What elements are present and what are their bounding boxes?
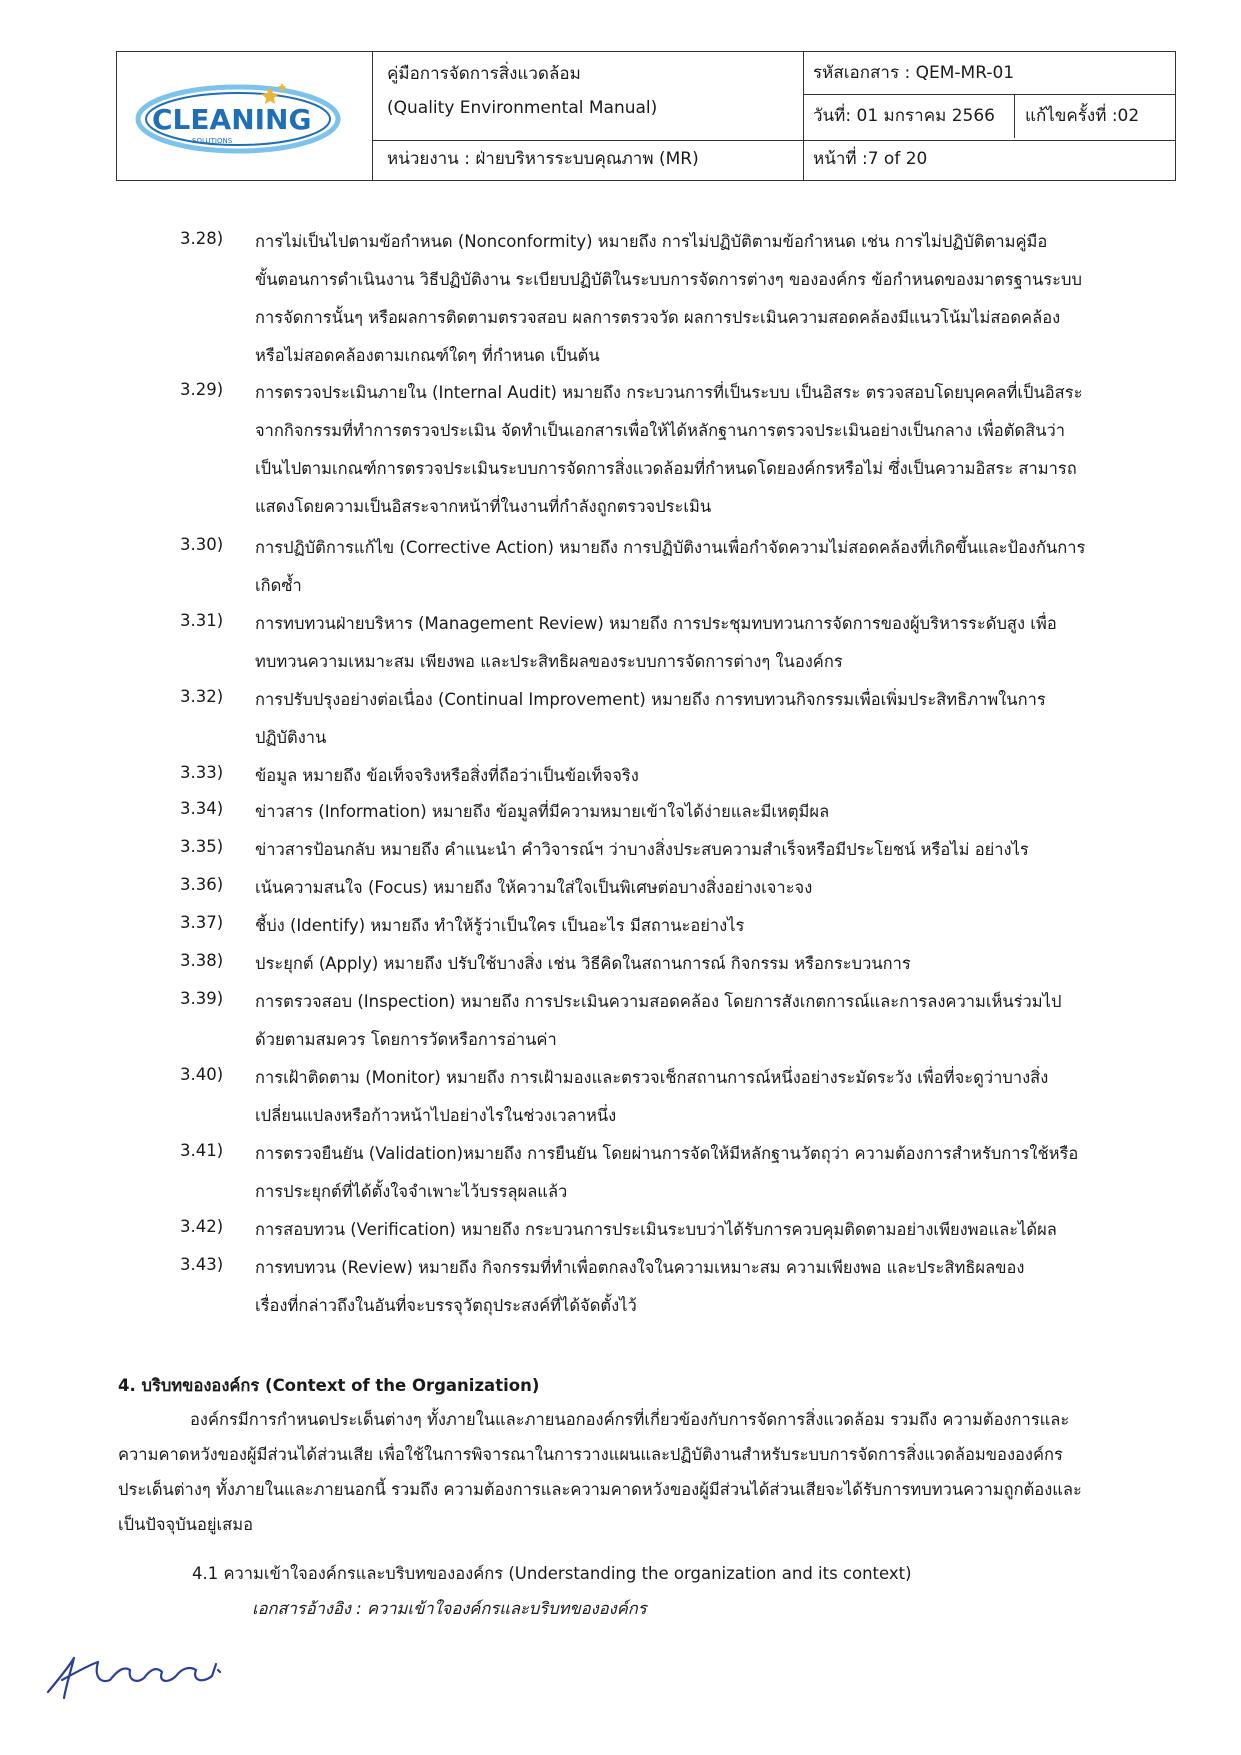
definition-text-line: การจัดการนั้นๆ หรือผลการติดตามตรวจสอบ ผลการตรวจวัด ผลการประเมินความสอดคล้องมีแนวโน้มไม่สอดคล้อง (255, 308, 1061, 327)
definition-text-line: หรือไม่สอดคล้องตามเกณฑ์ใดๆ ที่กำหนด เป็นต้น (255, 346, 600, 365)
section-4-paragraph-line-2: ความคาดหวังของผู้มีส่วนได้ส่วนเสีย เพื่อใช้ในการพิจารณาในการวางแผนและปฏิบัติงานสำหรับระบบการจัดการสิ่งแวดล้อมขององค์กร (118, 1445, 1063, 1464)
definition-text-line: ข้อมูล หมายถึง ข้อเท็จจริงหรือสิ่งที่ถือว่าเป็นข้อเท็จจริง (255, 766, 639, 785)
reference-document: เอกสารอ้างอิง : ความเข้าใจองค์กรและบริบทขององค์กร (252, 1599, 647, 1618)
document-code: รหัสเอกสาร : QEM-MR-01 (813, 63, 1015, 83)
definition-text-line: ขั้นตอนการดำเนินงาน วิธีปฏิบัติงาน ระเบียบปฏิบัติในระบบการจัดการต่างๆ ขององค์กร ข้อกำหนดของมาตรฐานระบบ (255, 270, 1082, 289)
definition-text-line: การทบทวนฝ่ายบริหาร (Management Review) หมายถึง การประชุมทบทวนการจัดการของผู้บริหารระดับสูง เพื่อ (255, 614, 1057, 633)
definition-text-line: ชี้บ่ง (Identify) หมายถึง ทำให้รู้ว่าเป็นใคร เป็นอะไร มีสถานะอย่างไร (255, 916, 745, 935)
definition-number: 3.43) (180, 1255, 224, 1274)
manual-title-english: (Quality Environmental Manual) (387, 98, 658, 118)
definition-number: 3.41) (180, 1141, 224, 1160)
definition-text-line: การสอบทวน (Verification) หมายถึง กระบวนการประเมินระบบว่าได้รับการควบคุมติดตามอย่างเพียงพอและได้ผล (255, 1220, 1057, 1239)
definition-number: 3.40) (180, 1065, 224, 1084)
section-4-paragraph-line-1: องค์กรมีการกำหนดประเด็นต่างๆ ทั้งภายในและภายนอกองค์กรที่เกี่ยวข้องกับการจัดการสิ่งแวดล้อม รวมถึง ความต้องการและ (190, 1410, 1070, 1429)
department-label: หน่วยงาน : ฝ่ายบริหารระบบคุณภาพ (MR) (387, 149, 699, 169)
definition-text-line: เน้นความสนใจ (Focus) หมายถึง ให้ความใส่ใจเป็นพิเศษต่อบางสิ่งอย่างเจาะจง (255, 878, 813, 897)
definition-number: 3.34) (180, 799, 224, 818)
handwritten-signature (40, 1640, 240, 1710)
section-4-paragraph-line-3: ประเด็นต่างๆ ทั้งภายในและภายนอกนี้ รวมถึง ความต้องการและความคาดหวังของผู้มีส่วนได้ส่วนเสียจะได้รับการทบทวนความถูกต้องและ (118, 1480, 1082, 1499)
definition-text-line: เกิดซ้ำ (255, 576, 302, 595)
logo-wordmark: CLEANING (152, 103, 312, 136)
definition-text-line: เรื่องที่กล่าวถึงในอันที่จะบรรจุวัตถุประสงค์ที่ได้จัดตั้งไว้ (255, 1296, 637, 1315)
definition-text-line: การไม่เป็นไปตามข้อกำหนด (Nonconformity) หมายถึง การไม่ปฏิบัติตามข้อกำหนด เช่น การไม่ปฏิบัติตามคู่มือ (255, 232, 1048, 251)
subsection-4-1-heading: 4.1 ความเข้าใจองค์กรและบริบทขององค์กร (Understanding the organization and its context) (192, 1564, 912, 1583)
definition-number: 3.39) (180, 989, 224, 1008)
definition-number: 3.28) (180, 229, 224, 248)
definition-number: 3.38) (180, 951, 224, 970)
logo-subtext: SOLUTIONS (192, 137, 233, 145)
definition-number: 3.33) (180, 763, 224, 782)
definition-text-line: เปลี่ยนแปลงหรือก้าวหน้าไปอย่างไรในช่วงเวลาหนึ่ง (255, 1106, 617, 1125)
definition-text-line: การตรวจยืนยัน (Validation)หมายถึง การยืนยัน โดยผ่านการจัดให้มีหลักฐานวัตถุว่า ความต้องการสำหรับการใช้หรือ (255, 1144, 1079, 1163)
definition-text-line: การปรับปรุงอย่างต่อเนื่อง (Continual Improvement) หมายถึง การทบทวนกิจกรรมเพื่อเพิ่มประสิทธิภาพในการ (255, 690, 1046, 709)
definition-text-line: ประยุกต์ (Apply) หมายถึง ปรับใช้บางสิ่ง เช่น วิธีคิดในสถานการณ์ กิจกรรม หรือกระบวนการ (255, 954, 911, 973)
definition-text-line: การปฏิบัติการแก้ไข (Corrective Action) หมายถึง การปฏิบัติงานเพื่อกำจัดความไม่สอดคล้องที่เกิดขึ้นและป้องกันการ (255, 538, 1086, 557)
section-4-heading: 4. บริบทขององค์กร (Context of the Organization) (118, 1376, 540, 1395)
definition-text-line: การทบทวน (Review) หมายถึง กิจกรรมที่ทำเพื่อตกลงใจในความเหมาะสม ความเพียงพอ และประสิทธิผลของ (255, 1258, 1025, 1277)
definition-text-line: เป็นไปตามเกณฑ์การตรวจประเมินระบบการจัดการสิ่งแวดล้อมที่กำหนดโดยองค์กรหรือไม่ ซึ่งเป็นความอิสระ สามารถ (255, 459, 1077, 478)
definition-text-line: ทบทวนความเหมาะสม เพียงพอ และประสิทธิผลของระบบการจัดการต่างๆ ในองค์กร (255, 652, 843, 671)
definition-number: 3.42) (180, 1217, 224, 1236)
section-4-paragraph-line-4: เป็นปัจจุบันอยู่เสมอ (118, 1515, 254, 1534)
definition-number: 3.32) (180, 687, 224, 706)
definition-text-line: การเฝ้าติดตาม (Monitor) หมายถึง การเฝ้ามองและตรวจเช็กสถานการณ์หนึ่งอย่างระมัดระวัง เพื่อที่จะดูว่าบางสิ่ง (255, 1068, 1049, 1087)
definition-text-line: ด้วยตามสมควร โดยการวัดหรือการอ่านค่า (255, 1030, 557, 1049)
definition-text-line: การตรวจสอบ (Inspection) หมายถึง การประเมินความสอดคล้อง โดยการสังเกตการณ์และการลงความเห็นร่วมไป (255, 992, 1062, 1011)
definition-number: 3.29) (180, 380, 224, 399)
manual-title-thai: คู่มือการจัดการสิ่งแวดล้อม (387, 64, 581, 84)
definition-number: 3.31) (180, 611, 224, 630)
definition-text-line: การประยุกต์ที่ได้ตั้งใจจำเพาะไว้บรรลุผลแล้ว (255, 1182, 568, 1201)
definition-text-line: แสดงโดยความเป็นอิสระจากหน้าที่ในงานที่กำลังถูกตรวจประเมิน (255, 497, 712, 516)
definition-text-line: การตรวจประเมินภายใน (Internal Audit) หมายถึง กระบวนการที่เป็นระบบ เป็นอิสระ ตรวจสอบโดยบุคคลที่เป็นอิสระ (255, 383, 1083, 402)
definition-number: 3.35) (180, 837, 224, 856)
definition-text-line: ข่าวสารป้อนกลับ หมายถึง คำแนะนำ คำวิจารณ์ฯ ว่าบางสิ่งประสบความสำเร็จหรือมีประโยชน์ หรือไม่ อย่างไร (255, 840, 1029, 859)
definition-number: 3.30) (180, 535, 224, 554)
definition-number: 3.36) (180, 875, 224, 894)
revision-number: แก้ไขครั้งที่ :02 (1025, 106, 1140, 126)
definition-text-line: ปฏิบัติงาน (255, 728, 327, 747)
definition-number: 3.37) (180, 913, 224, 932)
document-date: วันที่: 01 มกราคม 2566 (813, 106, 995, 126)
company-logo (130, 79, 350, 157)
definition-text-line: ข่าวสาร (Information) หมายถึง ข้อมูลที่มีความหมายเข้าใจได้ง่ายและมีเหตุมีผล (255, 802, 830, 821)
page-number: หน้าที่ :7 of 20 (813, 149, 928, 169)
definition-text-line: จากกิจกรรมที่ทำการตรวจประเมิน จัดทำเป็นเอกสารเพื่อให้ได้หลักฐานการตรวจประเมินอย่างเป็นกลาง เพื่อตัดสินว่า (255, 421, 1066, 440)
